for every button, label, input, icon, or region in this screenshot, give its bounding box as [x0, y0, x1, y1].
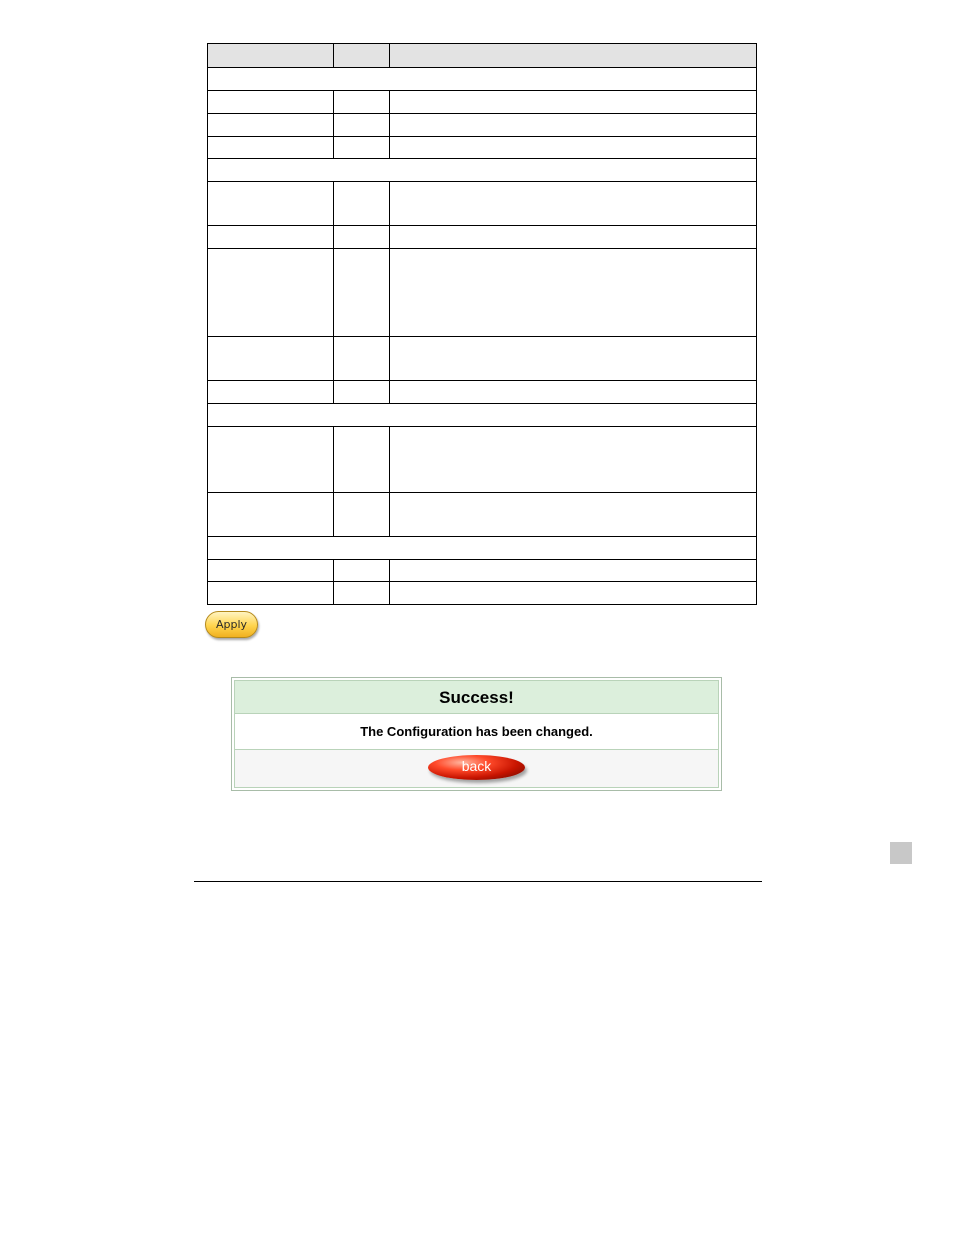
table-section-row	[208, 159, 757, 182]
table-row	[208, 493, 757, 537]
table-row	[208, 137, 757, 159]
table-cell	[334, 582, 390, 605]
parameter-table	[207, 43, 757, 605]
table-cell	[390, 137, 757, 159]
table-cell	[208, 249, 334, 337]
table-cell	[334, 249, 390, 337]
table-cell	[334, 91, 390, 114]
table-header-cell	[390, 44, 757, 68]
table-cell	[390, 560, 757, 582]
table-section-row	[208, 404, 757, 427]
success-title: Success!	[235, 681, 718, 714]
table-cell	[208, 137, 334, 159]
table-cell	[334, 560, 390, 582]
table-cell	[390, 249, 757, 337]
table-row	[208, 337, 757, 381]
table-cell	[208, 114, 334, 137]
table-header-row	[208, 44, 757, 68]
table-cell	[390, 182, 757, 226]
table-cell	[334, 226, 390, 249]
table-row	[208, 381, 757, 404]
table-cell	[390, 91, 757, 114]
table-cell	[390, 381, 757, 404]
table-cell	[208, 582, 334, 605]
table-cell	[334, 337, 390, 381]
back-button[interactable]: back	[428, 755, 525, 780]
table-cell	[208, 381, 334, 404]
success-message: The Configuration has been changed.	[235, 714, 718, 750]
table-cell	[208, 427, 334, 493]
table-cell	[334, 114, 390, 137]
table-cell	[390, 337, 757, 381]
table-cell	[334, 182, 390, 226]
table-section-cell	[208, 537, 757, 560]
page-tab-marker	[890, 842, 912, 864]
table-section-cell	[208, 159, 757, 182]
table-row	[208, 560, 757, 582]
table-cell	[208, 182, 334, 226]
table-cell	[334, 493, 390, 537]
table-cell	[208, 560, 334, 582]
table-row	[208, 249, 757, 337]
table-section-cell	[208, 68, 757, 91]
table-cell	[390, 114, 757, 137]
table-cell	[208, 493, 334, 537]
table-cell	[390, 226, 757, 249]
table-row	[208, 226, 757, 249]
table-cell	[390, 493, 757, 537]
table-cell	[208, 91, 334, 114]
table-cell	[390, 582, 757, 605]
table-cell	[334, 427, 390, 493]
table-cell	[208, 337, 334, 381]
table-header-cell	[208, 44, 334, 68]
apply-button[interactable]: Apply	[205, 611, 258, 638]
table-cell	[390, 427, 757, 493]
table-row	[208, 182, 757, 226]
table-section-cell	[208, 404, 757, 427]
table-cell	[334, 137, 390, 159]
table-cell	[208, 226, 334, 249]
table-row	[208, 114, 757, 137]
table-header-cell	[334, 44, 390, 68]
table-section-row	[208, 537, 757, 560]
success-panel	[231, 677, 722, 791]
table-row	[208, 427, 757, 493]
success-panel-inner	[234, 680, 719, 788]
horizontal-rule	[194, 881, 762, 882]
table-row	[208, 582, 757, 605]
table-row	[208, 91, 757, 114]
table-cell	[334, 381, 390, 404]
table-section-row	[208, 68, 757, 91]
success-panel-footer	[235, 750, 718, 787]
